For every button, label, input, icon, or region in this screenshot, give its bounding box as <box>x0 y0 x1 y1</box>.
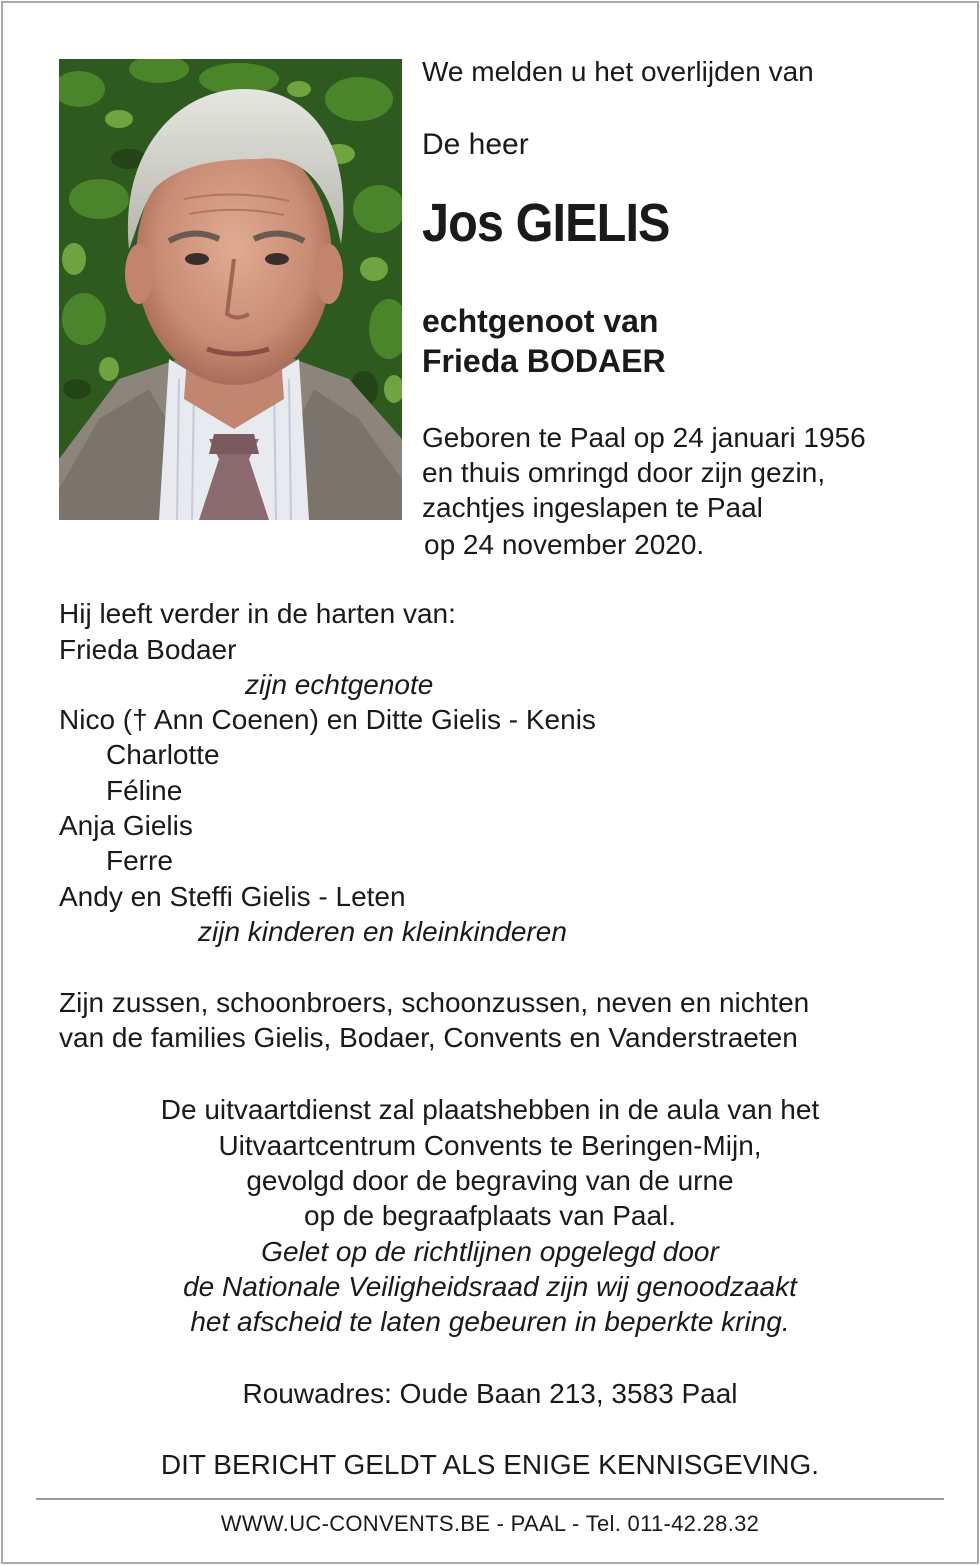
survivor-family-2: Anja Gielis <box>59 810 193 841</box>
survivor-family-1: Nico († Ann Coenen) en Ditte Gielis - Kenis <box>59 704 596 735</box>
intro-text: We melden u het overlijden van <box>422 56 814 87</box>
relatives-line-1: Zijn zussen, schoonbroers, schoonzussen, neven en nichten <box>59 987 810 1018</box>
title-text: De heer <box>422 128 529 161</box>
survivor-grandchild-1: Charlotte <box>106 739 220 770</box>
service-line-4: op de begraafplaats van Paal. <box>303 1200 677 1231</box>
relatives-line-2: van de families Gielis, Bodaer, Convents en Vanderstraeten <box>59 1022 798 1053</box>
survivor-grandchild-2: Féline <box>106 775 183 806</box>
service-line-3: gevolgd door de begraving van de urne <box>246 1165 734 1196</box>
survivor-spouse-role: zijn echtgenote <box>245 669 434 700</box>
footer-contact: WWW.UC-CONVENTS.BE - PAAL - Tel. 011-42.28.32 <box>220 1511 760 1536</box>
spouse-line-1: echtgenoot van <box>422 303 659 339</box>
survivor-spouse: Frieda Bodaer <box>59 634 237 665</box>
birth-line-3: zachtjes ingeslapen te Paal <box>422 492 763 523</box>
closing-notice: DIT BERICHT GELDT ALS ENIGE KENNISGEVING. <box>160 1449 820 1480</box>
spouse-line-2: Frieda BODAER <box>422 343 666 379</box>
survivor-family-3: Andy en Steffi Gielis - Leten <box>59 881 406 912</box>
deceased-name: Jos GIELIS <box>422 193 670 253</box>
service-line-1: De uitvaartdienst zal plaatshebben in de aula van het <box>160 1094 820 1125</box>
birth-line-1: Geboren te Paal op 24 januari 1956 <box>422 422 866 453</box>
survivors-heading: Hij leeft verder in de harten van: <box>59 598 456 629</box>
notice-line-2: de Nationale Veiligheidsraad zijn wij genoodzaakt <box>183 1271 797 1302</box>
footer-divider <box>36 1498 944 1500</box>
survivor-grandchild-3: Ferre <box>106 845 173 876</box>
portrait-photo <box>59 59 402 520</box>
service-line-2: Uitvaartcentrum Convents te Beringen-Mijn, <box>218 1130 762 1161</box>
notice-line-1: Gelet op de richtlijnen opgelegd door <box>261 1236 719 1267</box>
birth-line-4: op 24 november 2020. <box>424 529 705 560</box>
survivor-children-role: zijn kinderen en kleinkinderen <box>198 916 567 947</box>
birth-line-2: en thuis omringd door zijn gezin, <box>422 457 826 488</box>
notice-line-3: het afscheid te laten gebeuren in beperkte kring. <box>190 1306 790 1337</box>
mourning-address: Rouwadres: Oude Baan 213, 3583 Paal <box>242 1378 738 1409</box>
